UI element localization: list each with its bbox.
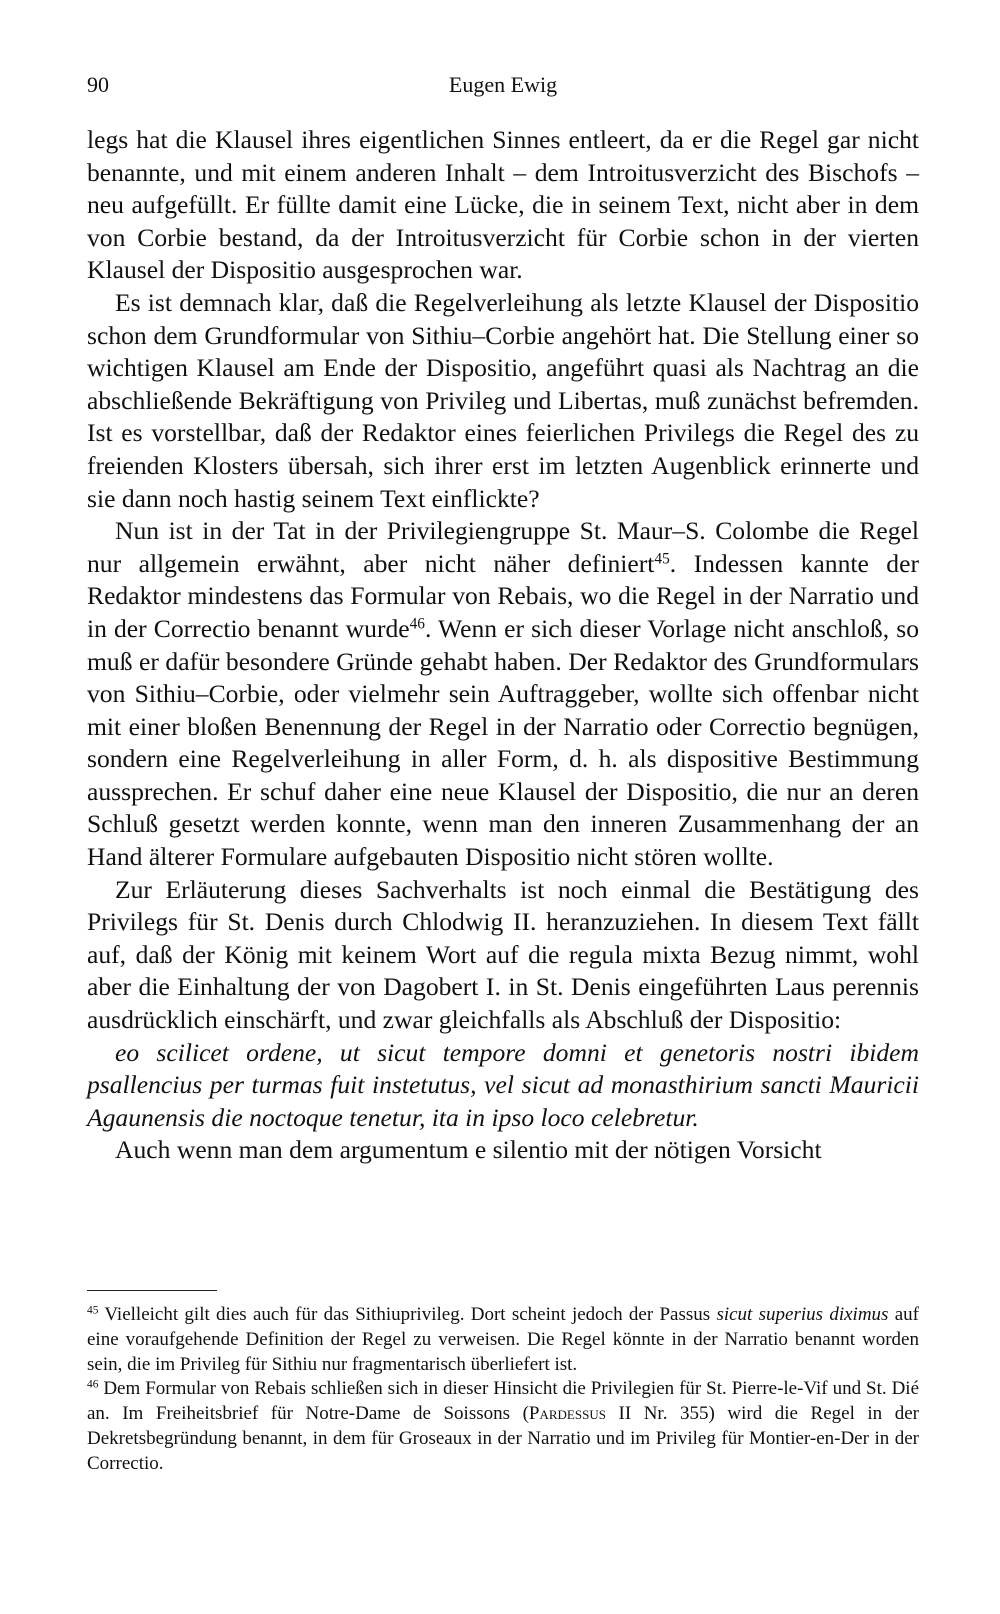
footnote-number: 46	[87, 1379, 99, 1392]
running-title: Eugen Ewig	[448, 72, 558, 97]
footnote	[87, 1303, 919, 1377]
paragraph	[87, 515, 919, 874]
paragraph: legs hat die Klausel ihres eigentlichen Sinnes entleert, da er die Regel gar nicht benannte, und mit einem anderen Inhalt – dem Introitusverzicht des Bischofs – neu aufgefüllt. Er füllte damit eine Lücke, die in seinem Text, nicht aber in dem von Corbie bestand, da der Introitusverzicht für Corbie schon in der vierten Klausel der Dispositio ausgesprochen war.	[87, 125, 919, 285]
footnotes	[87, 1303, 919, 1477]
paragraph: Es ist demnach klar, daß die Regelverleihung als letzte Klausel der Dispositio schon dem Grundformular von Sithiu–Corbie angehört hat. Die Stellung einer so wichtigen Klausel am Ende der Dispositio, angeführt quasi als Nachtrag an die abschließende Bekräftigung von Privileg und Libertas, muß zunächst befremden. Ist es vorstellbar, daß der Redaktor eines feierlichen Privilegs die Regel des zu freienden Klosters übersah, sich ihrer erst im letzten Augenblick erinnerte und sie dann noch hastig seinem Text einflickte?	[87, 287, 919, 513]
paragraph-text: Nun ist in der Tat in der Privilegiengruppe St. Maur–S. Colombe die Regel nur allgemein erwähnt, aber nicht näher definiert	[87, 516, 919, 578]
footnote-text: auf eine voraufgehende Definition der Regel zu verweisen. Die Regel könnte in der Narratio benannt worden sein, die im Privileg für Sithiu nur fragmentarisch überliefert ist.	[87, 1304, 919, 1375]
page-number: 90	[87, 72, 109, 97]
footnote-italic: sicut superius diximus	[716, 1304, 889, 1325]
footnote-separator	[87, 1290, 217, 1291]
footnote-ref[interactable]: 45	[654, 550, 670, 568]
paragraph: Zur Erläuterung dieses Sachverhalts ist noch einmal die Bestätigung des Privilegs für St. Denis durch Chlodwig II. heranzuziehen. In diesem Text fällt auf, daß der König mit keinem Wort auf die regula mixta Bezug nimmt, wohl aber die Einhaltung der von Dagobert I. in St. Denis eingeführten Laus perennis ausdrücklich einschärft, und zwar gleichfalls als Abschluß der Dispositio:	[87, 874, 919, 1035]
footnote-text: Vielleicht gilt dies auch für das Sithiuprivileg. Dort scheint jedoch der Passus	[98, 1304, 717, 1325]
main-text	[87, 124, 919, 1167]
footnote-author: Pardessus	[528, 1403, 606, 1425]
footnote-text: II Nr. 355) wird die Regel in der Dekretsbegründung benannt, in dem für Groseaux in der Narratio und im Privileg für Montier-en-Der in der Correctio.	[87, 1403, 919, 1474]
footnote-ref[interactable]: 46	[409, 615, 425, 633]
footnote-number: 45	[87, 1304, 99, 1317]
running-header	[87, 72, 919, 100]
paragraph-text: . Wenn er sich dieser Vorlage nicht anschloß, so muß er dafür besondere Gründe gehabt haben. Der Redaktor des Grundformulars von Sithiu–Corbie, oder vielmehr sein Auftraggeber, wollte sich offenbar nicht mit einer bloßen Benennung der Regel in der Narratio oder Correctio begnügen, sondern eine Regelverleihung in aller Form, d. h. als dispositive Bestimmung aussprechen. Er schuf daher eine neue Klausel der Dispositio, die nur an deren Schluß gesetzt werden konnte, wenn man den inneren Zusammenhang der an Hand älterer Formulare aufgebauten Dispositio nicht stören wollte.	[87, 613, 919, 872]
paragraph: Auch wenn man dem argumentum e silentio mit der nötigen Vorsicht	[115, 1135, 822, 1165]
paragraph-text: . Indessen kannte der Redaktor mindestens das Formular von Rebais, wo die Regel in der Narratio und in der Correctio benannt wurde	[87, 548, 919, 643]
footnote-text: Dem Formular von Rebais schließen sich in dieser Hinsicht die Privilegien für St. Pierre-le-Vif und St. Dié an. Im Freiheitsbrief für Notre-Dame de Soissons (	[87, 1378, 919, 1425]
latin-quotation: eo scilicet ordene, ut sicut tempore domni et genetoris nostri ibidem psallencius per turmas fuit instetutus, vel sicut ad monasthirium sancti Mauricii Agaunensis die noctoque tenetur, ita in ipso loco celebretur.	[87, 1037, 919, 1132]
footnote	[87, 1377, 919, 1476]
